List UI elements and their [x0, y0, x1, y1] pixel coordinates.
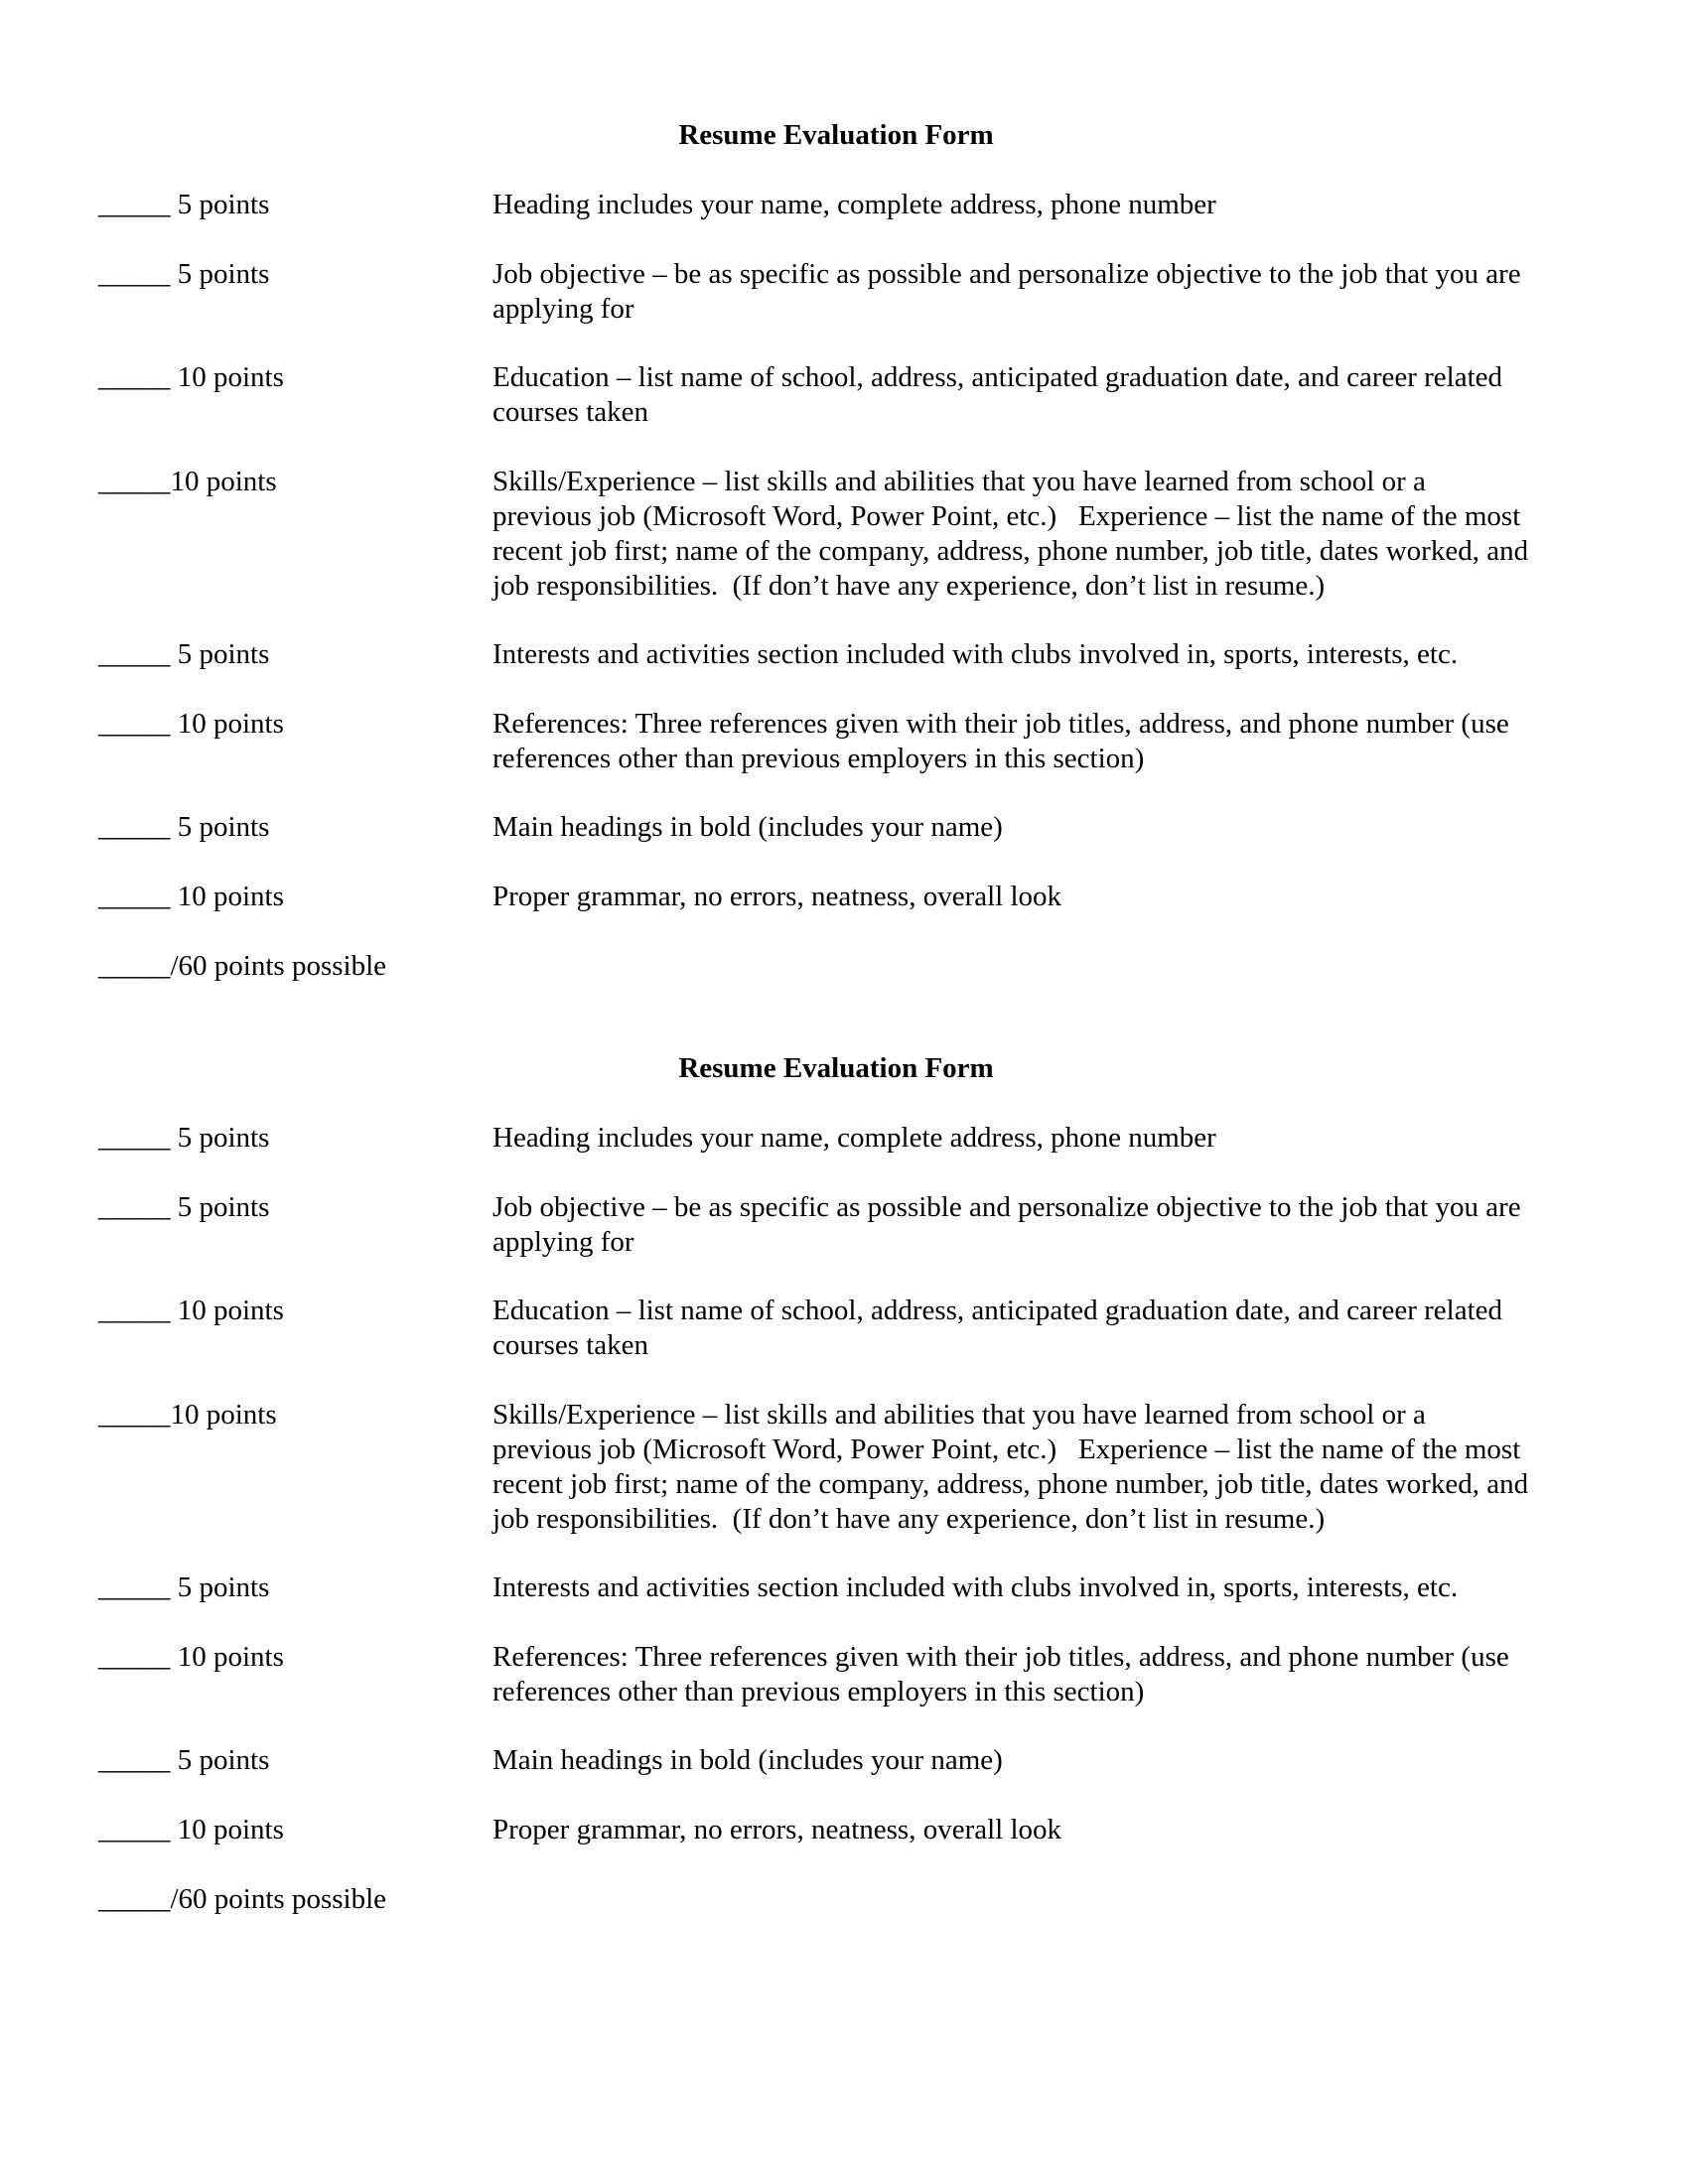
criteria-description	[492, 360, 1595, 430]
criteria-description	[492, 1294, 1595, 1363]
description-line: Job objective – be as specific as possible and personalize objective to the job that you are	[492, 258, 1521, 290]
description-line: Skills/Experience – list skills and abilities that you have learned from school or a	[492, 466, 1426, 497]
points-blank: _____ 5 points	[98, 1744, 270, 1776]
description-line: References: Three references given with their job titles, address, and phone number (use	[492, 708, 1509, 740]
description-line: Job objective – be as specific as possible and personalize objective to the job that you are	[492, 1191, 1521, 1223]
points-blank: _____10 points	[98, 1399, 277, 1431]
points-blank: _____ 10 points	[98, 1814, 284, 1845]
description-line: courses taken	[492, 396, 649, 428]
criteria-description	[492, 1743, 1595, 1778]
description-line: applying for	[492, 1226, 634, 1258]
total-points: _____/60 points possible	[98, 950, 387, 982]
criteria-description	[492, 1570, 1595, 1605]
description-line: References: Three references given with their job titles, address, and phone number (use	[492, 1641, 1509, 1673]
description-line: Education – list name of school, address, anticipated graduation date, and career related	[492, 361, 1503, 393]
criteria-description	[492, 188, 1595, 222]
criteria-description	[492, 707, 1595, 776]
criteria-description	[492, 637, 1595, 672]
description-line: Main headings in bold (includes your name)	[492, 811, 1003, 843]
description-line: Proper grammar, no errors, neatness, overall look	[492, 1814, 1062, 1845]
description-line: Heading includes your name, complete address, phone number	[492, 1122, 1216, 1154]
description-line: Proper grammar, no errors, neatness, overall look	[492, 881, 1062, 912]
description-line: references other than previous employers in this section)	[492, 743, 1145, 774]
description-line: previous job (Microsoft Word, Power Point, etc.) Experience – list the name of the most	[492, 500, 1521, 532]
points-blank: _____ 5 points	[98, 1122, 270, 1154]
points-blank: _____ 10 points	[98, 708, 284, 740]
description-line: Main headings in bold (includes your name)	[492, 1744, 1003, 1776]
criteria-description	[492, 257, 1595, 327]
criteria-description	[492, 810, 1595, 845]
points-blank: _____ 5 points	[98, 1571, 270, 1603]
criteria-description	[492, 1190, 1595, 1260]
description-line: job responsibilities. (If don’t have any experience, don’t list in resume.)	[492, 570, 1326, 602]
points-blank: _____ 5 points	[98, 811, 270, 843]
criteria-description	[492, 465, 1595, 604]
description-line: Education – list name of school, address, anticipated graduation date, and career related	[492, 1295, 1503, 1326]
description-line: Interests and activities section included with clubs involved in, sports, interests, etc.	[492, 1571, 1459, 1603]
criteria-description	[492, 1640, 1595, 1709]
description-line: Skills/Experience – list skills and abilities that you have learned from school or a	[492, 1399, 1426, 1431]
points-blank: _____ 10 points	[98, 1295, 284, 1326]
points-blank: _____ 5 points	[98, 258, 270, 290]
points-blank: _____ 5 points	[98, 1191, 270, 1223]
description-line: recent job first; name of the company, address, phone number, job title, dates worked, and	[492, 535, 1529, 567]
points-blank: _____ 5 points	[98, 189, 270, 220]
description-line: Heading includes your name, complete address, phone number	[492, 189, 1216, 220]
description-line: job responsibilities. (If don’t have any experience, don’t list in resume.)	[492, 1503, 1326, 1535]
description-line: recent job first; name of the company, address, phone number, job title, dates worked, and	[492, 1468, 1529, 1500]
description-line: previous job (Microsoft Word, Power Point, etc.) Experience – list the name of the most	[492, 1433, 1521, 1465]
description-line: Interests and activities section included with clubs involved in, sports, interests, etc.	[492, 638, 1459, 670]
points-blank: _____ 5 points	[98, 638, 270, 670]
form-title: Resume Evaluation Form	[678, 119, 994, 151]
points-blank: _____ 10 points	[98, 361, 284, 393]
total-points: _____/60 points possible	[98, 1883, 387, 1915]
description-line: applying for	[492, 293, 634, 325]
points-blank: _____ 10 points	[98, 1641, 284, 1673]
form-title: Resume Evaluation Form	[678, 1052, 994, 1084]
points-blank: _____ 10 points	[98, 881, 284, 912]
description-line: references other than previous employers in this section)	[492, 1676, 1145, 1707]
criteria-description	[492, 880, 1595, 914]
description-line: courses taken	[492, 1329, 649, 1361]
criteria-description	[492, 1398, 1595, 1537]
points-blank: _____10 points	[98, 466, 277, 497]
criteria-description	[492, 1121, 1595, 1156]
criteria-description	[492, 1813, 1595, 1847]
